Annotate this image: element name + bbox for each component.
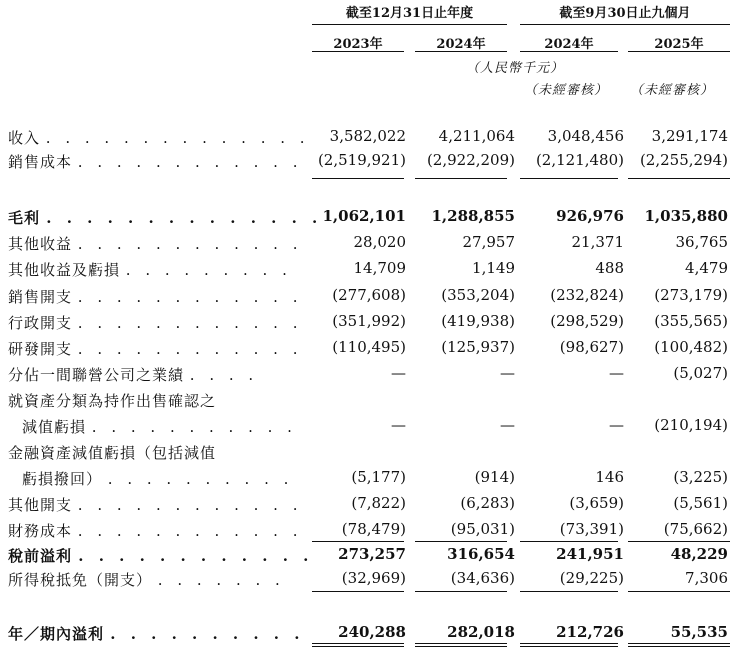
value-2023: (32,969) [341, 569, 406, 587]
total-rule [520, 643, 618, 644]
value-2025-9m: (2,255,294) [639, 151, 728, 169]
row-income-tax [0, 566, 740, 592]
value-2024: (914) [474, 468, 515, 486]
header-group-rule-2 [520, 24, 730, 25]
value-2024: 1,149 [472, 259, 515, 277]
value-2025-9m: (5,561) [673, 494, 728, 512]
value-2025-9m: (100,482) [654, 338, 728, 356]
row-cost-of-sales [0, 148, 740, 174]
value-2024-9m: (98,627) [559, 338, 624, 356]
value-2024: (353,204) [441, 286, 515, 304]
header-year-2023: 2023年 [333, 37, 383, 52]
header-group-rule-1 [312, 24, 507, 25]
subtotal-rule [415, 178, 507, 179]
value-2024: 316,654 [447, 545, 515, 563]
value-2023: 28,020 [353, 233, 406, 251]
row-label: 其他開支 . . . . . . . . . . . . [8, 496, 303, 514]
value-2025-9m: 1,035,880 [644, 207, 728, 225]
row-label: 金融資產減值虧損（包括減值 [8, 444, 217, 462]
header-year-2025-nine-months: 2025年 [654, 37, 704, 52]
total-rule [628, 646, 730, 647]
value-2024-9m: 3,048,456 [547, 127, 624, 145]
subtotal-rule [415, 591, 507, 592]
row-label: 所得稅抵免（開支） . . . . . . . [8, 571, 285, 589]
row-gross-profit [0, 204, 740, 230]
value-2023: (351,992) [332, 312, 406, 330]
row-label: 其他收益及虧損 . . . . . . . . . [8, 261, 292, 279]
value-2023: 273,257 [338, 545, 406, 563]
value-2024-9m: — [609, 364, 624, 382]
subtotal-rule [628, 178, 730, 179]
value-2024: 4,211,064 [438, 127, 515, 145]
value-2024-9m: (3,659) [569, 494, 624, 512]
value-2024-9m: (232,824) [550, 286, 624, 304]
row-label: 收入 . . . . . . . . . . . . . . [8, 129, 310, 147]
row-label: 年／期內溢利 . . . . . . . . . . [8, 625, 305, 643]
value-2024-9m: (2,121,480) [535, 151, 624, 169]
subtotal-rule [520, 178, 618, 179]
row-finance-costs [0, 517, 740, 543]
subtotal-rule [312, 591, 404, 592]
value-2023: 1,062,101 [322, 207, 406, 225]
value-2025-9m: 7,306 [685, 569, 728, 587]
value-2023: — [391, 416, 406, 434]
value-2025-9m: 48,229 [670, 545, 728, 563]
value-2025-9m: (75,662) [663, 520, 728, 538]
header-group-year-ended: 截至12月31日止年度 [345, 6, 474, 21]
value-2024: 282,018 [447, 623, 515, 641]
value-2024: 1,288,855 [431, 207, 515, 225]
row-label: 毛利 . . . . . . . . . . . . . . [8, 209, 323, 227]
row-other-expenses [0, 491, 740, 517]
value-2024: (95,031) [450, 520, 515, 538]
row-label: 分佔一間聯營公司之業績 . . . . [8, 366, 259, 384]
value-2025-9m: (210,194) [654, 416, 728, 434]
row-rd-expenses [0, 335, 740, 361]
total-rule [415, 646, 507, 647]
row-revenue [0, 124, 740, 150]
value-2024-9m: 488 [595, 259, 624, 277]
value-2023: — [391, 364, 406, 382]
row-label: 行政開支 . . . . . . . . . . . . [8, 314, 303, 332]
value-2025-9m: 4,479 [685, 259, 728, 277]
row-other-gains-losses [0, 256, 740, 282]
value-2023: (78,479) [341, 520, 406, 538]
value-2024-9m: 21,371 [571, 233, 624, 251]
value-2024-9m: — [609, 416, 624, 434]
total-rule [520, 646, 618, 647]
row-label: 其他收益 . . . . . . . . . . . . [8, 235, 303, 253]
row-held-for-sale-heading [0, 387, 740, 413]
header-year-rule-2 [415, 51, 507, 52]
value-2024: (34,636) [450, 569, 515, 587]
value-2024: — [500, 364, 515, 382]
row-label: 減值虧損 . . . . . . . . . . . [22, 418, 297, 436]
value-2025-9m: (5,027) [673, 364, 728, 382]
value-2024: 27,957 [462, 233, 515, 251]
row-label: 財務成本 . . . . . . . . . . . . [8, 522, 303, 540]
subtotal-rule [628, 591, 730, 592]
row-selling-expenses [0, 283, 740, 309]
value-2025-9m: 3,291,174 [651, 127, 728, 145]
subtotal-rule [312, 178, 404, 179]
row-financial-impairment-heading [0, 439, 740, 465]
row-share-of-associate [0, 361, 740, 387]
header-year-2024: 2024年 [436, 37, 486, 52]
value-2023: (2,519,921) [317, 151, 406, 169]
row-label: 虧損撥回） . . . . . . . . . . [22, 470, 294, 488]
value-2024: (125,937) [441, 338, 515, 356]
value-2025-9m: 36,765 [675, 233, 728, 251]
total-rule [628, 643, 730, 644]
total-rule [312, 643, 404, 644]
value-2024-9m: 146 [595, 468, 624, 486]
row-other-income [0, 230, 740, 256]
row-label: 研發開支 . . . . . . . . . . . . [8, 340, 303, 358]
value-2024-9m: 926,976 [556, 207, 624, 225]
value-2023: (110,495) [332, 338, 406, 356]
value-2023: 240,288 [338, 623, 406, 641]
value-2023: (277,608) [332, 286, 406, 304]
value-2024-9m: (298,529) [550, 312, 624, 330]
unaudited-note-2024: （未經審核） [524, 83, 609, 98]
value-2024: — [500, 416, 515, 434]
header-year-rule-3 [520, 51, 618, 52]
value-2023: 3,582,022 [329, 127, 406, 145]
row-financial-impairment [0, 465, 740, 491]
value-2024-9m: 212,726 [556, 623, 624, 641]
value-2023: (7,822) [351, 494, 406, 512]
value-2025-9m: 55,535 [670, 623, 728, 641]
value-2024-9m: 241,951 [556, 545, 624, 563]
value-2025-9m: (355,565) [654, 312, 728, 330]
header-year-rule-1 [312, 51, 404, 52]
row-profit-before-tax [0, 542, 740, 568]
value-2025-9m: (273,179) [654, 286, 728, 304]
value-2024: (6,283) [460, 494, 515, 512]
subtotal-rule [520, 591, 618, 592]
value-2023: 14,709 [353, 259, 406, 277]
total-rule [415, 643, 507, 644]
unit-note: （人民幣千元） [466, 61, 565, 76]
row-held-for-sale-impairment [0, 413, 740, 439]
value-2024: (419,938) [441, 312, 515, 330]
header-group-nine-months: 截至9月30日止九個月 [559, 6, 691, 21]
header-year-rule-4 [628, 51, 730, 52]
row-label: 就資產分類為持作出售確認之 [8, 392, 217, 410]
header-year-2024-nine-months: 2024年 [544, 37, 594, 52]
unaudited-note-2025: （未經審核） [630, 83, 715, 98]
value-2024-9m: (73,391) [559, 520, 624, 538]
value-2023: (5,177) [351, 468, 406, 486]
value-2024-9m: (29,225) [559, 569, 624, 587]
row-administrative-expenses [0, 309, 740, 335]
row-label: 銷售開支 . . . . . . . . . . . . [8, 288, 303, 306]
row-label: 銷售成本 . . . . . . . . . . . . [8, 153, 303, 171]
total-rule [312, 646, 404, 647]
value-2025-9m: (3,225) [673, 468, 728, 486]
row-label: 稅前溢利 . . . . . . . . . . . . [8, 547, 314, 565]
value-2024: (2,922,209) [426, 151, 515, 169]
